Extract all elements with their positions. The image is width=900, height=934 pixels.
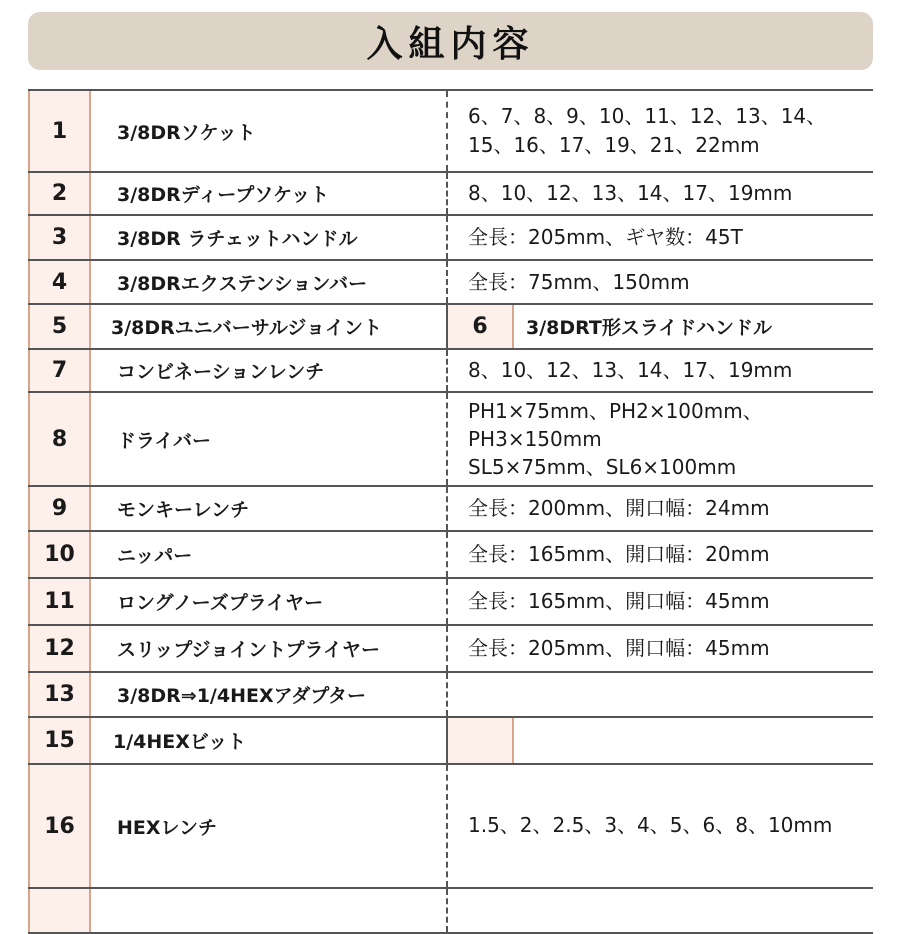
item-number: 9 xyxy=(28,487,91,530)
item-spec xyxy=(446,579,873,624)
item-name: 3/8DRディープソケット xyxy=(117,184,330,206)
table-row xyxy=(28,718,873,765)
item-number: 16 xyxy=(28,765,91,887)
table-row xyxy=(28,889,873,934)
item-number: 6 xyxy=(448,305,514,348)
item-name: 3/8DRソケット xyxy=(117,121,256,144)
table-row xyxy=(28,216,873,261)
item-number: 11 xyxy=(28,579,91,624)
spec-line: 全長：165mm、開口幅：45mm xyxy=(468,589,770,613)
table-row xyxy=(28,173,873,216)
item-number: 13 xyxy=(28,673,91,716)
item-name: ロングノーズプライヤー xyxy=(117,592,324,614)
spec-line: 全長：165mm、開口幅：20mm xyxy=(468,542,770,566)
spec-line: 15、16、17、19、21、22mm xyxy=(468,133,760,157)
item-name: ドライバー xyxy=(117,429,212,452)
spec-line: 6、7、8、9、10、11、12、13、14、 xyxy=(468,104,827,128)
table-row xyxy=(28,305,873,350)
item-name: 3/8DR ラチェットハンドル xyxy=(117,228,358,250)
table-row xyxy=(28,765,873,889)
item-spec xyxy=(446,889,873,932)
spec-line: 全長：205mm、開口幅：45mm xyxy=(468,636,770,660)
item-name: 3/8DRエクステンションバー xyxy=(117,272,368,295)
item-spec xyxy=(446,626,873,671)
table-row xyxy=(28,261,873,305)
item-name: スリップジョイントプライヤー xyxy=(117,639,380,661)
item-name: 3/8DRユニバーサルジョイント xyxy=(111,317,382,339)
item-spec xyxy=(446,216,873,259)
item-number: 5 xyxy=(28,305,91,348)
page-title: 入組内容 xyxy=(366,23,535,65)
item-spec xyxy=(446,173,873,214)
item-number: 15 xyxy=(28,718,91,763)
table-row xyxy=(28,626,873,673)
spec-line: PH1×75mm、PH2×100mm、 xyxy=(468,399,763,423)
item-spec xyxy=(446,91,873,171)
spec-line: 8、10、12、13、14、17、19mm xyxy=(468,181,793,205)
item-number: 7 xyxy=(28,350,91,391)
table-row xyxy=(28,532,873,579)
spec-line: 全長：205mm、ギヤ数：45T xyxy=(468,225,743,249)
table-row xyxy=(28,579,873,626)
paired-item xyxy=(446,305,873,348)
item-name: モンキーレンチ xyxy=(117,499,250,521)
item-spec xyxy=(446,673,873,716)
item-number: 3 xyxy=(28,216,91,259)
item-name: 1/4HEXビット xyxy=(113,731,247,753)
item-name xyxy=(514,718,873,763)
table-row xyxy=(28,487,873,532)
spec-line: 1.5、2、2.5、3、4、5、6、8、10mm xyxy=(468,813,833,838)
item-spec xyxy=(446,487,873,530)
item-name: コンビネーションレンチ xyxy=(117,361,325,383)
item-number: 8 xyxy=(28,393,91,485)
table-row xyxy=(28,350,873,393)
item-number: 2 xyxy=(28,173,91,214)
item-number: 12 xyxy=(28,626,91,671)
item-spec xyxy=(446,350,873,391)
item-name: 3/8DRT形スライドハンドル xyxy=(526,317,772,339)
item-number: 1 xyxy=(28,91,91,171)
contents-table xyxy=(28,89,873,934)
item-number xyxy=(448,718,514,763)
table-row xyxy=(28,673,873,718)
item-spec xyxy=(446,393,873,485)
item-number: 10 xyxy=(28,532,91,577)
item-name: HEXレンチ xyxy=(117,816,218,839)
title-banner xyxy=(28,12,873,70)
table-row xyxy=(28,393,873,487)
paired-item xyxy=(446,718,873,763)
spec-line: SL5×75mm、SL6×100mm xyxy=(468,455,737,479)
spec-line: 全長：200mm、開口幅：24mm xyxy=(468,496,770,520)
item-name: ニッパー xyxy=(117,545,193,567)
item-number: 4 xyxy=(28,261,91,303)
spec-line: PH3×150mm xyxy=(468,427,602,451)
spec-line: 全長：75mm、150mm xyxy=(468,269,690,294)
item-number xyxy=(28,889,91,932)
table-row xyxy=(28,91,873,173)
spec-line: 8、10、12、13、14、17、19mm xyxy=(468,358,793,382)
item-name: 3/8DR⇒1/4HEXアダプター xyxy=(117,685,366,707)
item-spec xyxy=(446,532,873,577)
item-spec xyxy=(446,765,873,887)
item-spec xyxy=(446,261,873,303)
item-name xyxy=(91,889,446,932)
